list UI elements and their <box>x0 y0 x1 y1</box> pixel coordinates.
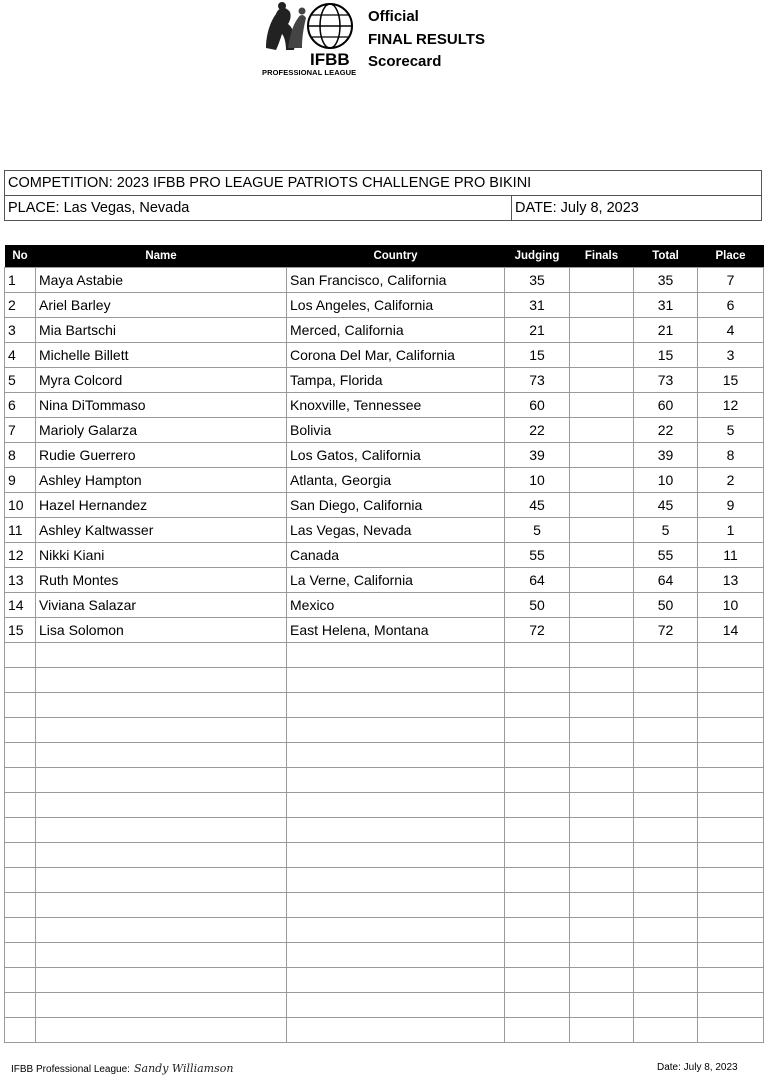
empty-cell <box>634 768 698 793</box>
empty-table-row <box>5 868 764 893</box>
cell-country: Bolivia <box>287 418 505 443</box>
cell-finals <box>570 293 634 318</box>
cell-no: 4 <box>5 343 36 368</box>
cell-judging: 10 <box>505 468 570 493</box>
empty-cell <box>36 993 287 1018</box>
empty-cell <box>634 693 698 718</box>
empty-cell <box>634 943 698 968</box>
cell-judging: 22 <box>505 418 570 443</box>
cell-total: 60 <box>634 393 698 418</box>
empty-table-row <box>5 893 764 918</box>
title-line-official: Official <box>368 8 419 25</box>
cell-name: Michelle Billett <box>36 343 287 368</box>
cell-name: Myra Colcord <box>36 368 287 393</box>
cell-total: 22 <box>634 418 698 443</box>
cell-judging: 39 <box>505 443 570 468</box>
empty-cell <box>5 818 36 843</box>
empty-cell <box>570 918 634 943</box>
empty-cell <box>570 1018 634 1043</box>
cell-country: Knoxville, Tennessee <box>287 393 505 418</box>
cell-place: 2 <box>698 468 764 493</box>
empty-cell <box>634 743 698 768</box>
cell-total: 35 <box>634 268 698 293</box>
cell-no: 6 <box>5 393 36 418</box>
cell-name: Rudie Guerrero <box>36 443 287 468</box>
header-no: No <box>5 245 36 268</box>
empty-table-row <box>5 993 764 1018</box>
empty-cell <box>287 768 505 793</box>
cell-name: Ariel Barley <box>36 293 287 318</box>
empty-cell <box>5 993 36 1018</box>
empty-cell <box>505 843 570 868</box>
empty-cell <box>36 943 287 968</box>
cell-judging: 50 <box>505 593 570 618</box>
empty-table-row <box>5 843 764 868</box>
empty-cell <box>5 943 36 968</box>
table-row <box>5 568 764 593</box>
empty-cell <box>5 718 36 743</box>
empty-cell <box>505 943 570 968</box>
cell-name: Ruth Montes <box>36 568 287 593</box>
empty-table-row <box>5 793 764 818</box>
header-judging: Judging <box>505 245 570 268</box>
cell-judging: 5 <box>505 518 570 543</box>
cell-no: 9 <box>5 468 36 493</box>
cell-finals <box>570 318 634 343</box>
cell-place: 1 <box>698 518 764 543</box>
cell-country: Mexico <box>287 593 505 618</box>
empty-cell <box>634 1018 698 1043</box>
cell-finals <box>570 618 634 643</box>
empty-cell <box>505 668 570 693</box>
cell-place: 6 <box>698 293 764 318</box>
cell-no: 3 <box>5 318 36 343</box>
empty-cell <box>287 868 505 893</box>
cell-place: 10 <box>698 593 764 618</box>
cell-judging: 64 <box>505 568 570 593</box>
footer-label: IFBB Professional League: <box>11 1064 130 1075</box>
empty-cell <box>570 993 634 1018</box>
cell-total: 73 <box>634 368 698 393</box>
cell-no: 15 <box>5 618 36 643</box>
empty-cell <box>287 718 505 743</box>
empty-cell <box>698 818 764 843</box>
header-total: Total <box>634 245 698 268</box>
cell-judging: 73 <box>505 368 570 393</box>
empty-cell <box>287 893 505 918</box>
empty-cell <box>287 968 505 993</box>
table-row <box>5 593 764 618</box>
empty-cell <box>287 693 505 718</box>
empty-cell <box>5 968 36 993</box>
cell-no: 14 <box>5 593 36 618</box>
empty-cell <box>698 743 764 768</box>
cell-total: 72 <box>634 618 698 643</box>
cell-no: 7 <box>5 418 36 443</box>
empty-cell <box>505 643 570 668</box>
empty-cell <box>36 668 287 693</box>
empty-cell <box>36 693 287 718</box>
table-row <box>5 418 764 443</box>
table-row <box>5 318 764 343</box>
empty-cell <box>698 643 764 668</box>
cell-judging: 55 <box>505 543 570 568</box>
empty-cell <box>5 843 36 868</box>
empty-cell <box>698 843 764 868</box>
empty-cell <box>287 818 505 843</box>
empty-cell <box>287 943 505 968</box>
cell-no: 8 <box>5 443 36 468</box>
cell-name: Mia Bartschi <box>36 318 287 343</box>
cell-place: 13 <box>698 568 764 593</box>
empty-cell <box>36 968 287 993</box>
empty-cell <box>505 993 570 1018</box>
empty-table-row <box>5 968 764 993</box>
cell-finals <box>570 568 634 593</box>
cell-total: 39 <box>634 443 698 468</box>
empty-table-row <box>5 943 764 968</box>
empty-cell <box>698 968 764 993</box>
empty-cell <box>698 668 764 693</box>
cell-finals <box>570 493 634 518</box>
competition-date: DATE: July 8, 2023 <box>515 200 639 216</box>
empty-cell <box>570 743 634 768</box>
empty-cell <box>5 893 36 918</box>
cell-finals <box>570 268 634 293</box>
empty-cell <box>287 918 505 943</box>
cell-place: 14 <box>698 618 764 643</box>
empty-cell <box>36 1018 287 1043</box>
empty-cell <box>36 743 287 768</box>
empty-cell <box>698 718 764 743</box>
empty-cell <box>5 793 36 818</box>
cell-judging: 21 <box>505 318 570 343</box>
cell-place: 11 <box>698 543 764 568</box>
empty-cell <box>287 1018 505 1043</box>
header-place: Place <box>698 245 764 268</box>
table-row <box>5 443 764 468</box>
empty-cell <box>698 1018 764 1043</box>
empty-table-row <box>5 768 764 793</box>
cell-name: Viviana Salazar <box>36 593 287 618</box>
cell-country: Las Vegas, Nevada <box>287 518 505 543</box>
cell-name: Lisa Solomon <box>36 618 287 643</box>
cell-finals <box>570 343 634 368</box>
results-body <box>5 268 764 1043</box>
cell-finals <box>570 418 634 443</box>
empty-cell <box>36 768 287 793</box>
empty-cell <box>36 643 287 668</box>
table-row <box>5 293 764 318</box>
cell-finals <box>570 543 634 568</box>
cell-country: Los Angeles, California <box>287 293 505 318</box>
empty-cell <box>698 768 764 793</box>
cell-country: Tampa, Florida <box>287 368 505 393</box>
cell-place: 15 <box>698 368 764 393</box>
cell-finals <box>570 518 634 543</box>
empty-cell <box>287 643 505 668</box>
cell-total: 21 <box>634 318 698 343</box>
empty-cell <box>634 843 698 868</box>
empty-cell <box>5 743 36 768</box>
empty-table-row <box>5 643 764 668</box>
empty-cell <box>36 818 287 843</box>
empty-cell <box>698 793 764 818</box>
empty-cell <box>5 868 36 893</box>
empty-table-row <box>5 743 764 768</box>
cell-country: East Helena, Montana <box>287 618 505 643</box>
cell-total: 64 <box>634 568 698 593</box>
cell-country: Corona Del Mar, California <box>287 343 505 368</box>
empty-cell <box>287 843 505 868</box>
empty-cell <box>698 893 764 918</box>
empty-cell <box>634 918 698 943</box>
cell-judging: 35 <box>505 268 570 293</box>
empty-cell <box>5 768 36 793</box>
empty-cell <box>570 968 634 993</box>
empty-cell <box>505 818 570 843</box>
empty-cell <box>505 768 570 793</box>
signature: Sandy Williamson <box>133 1062 234 1075</box>
empty-cell <box>505 743 570 768</box>
cell-name: Nina DiTommaso <box>36 393 287 418</box>
empty-cell <box>5 1018 36 1043</box>
empty-cell <box>5 668 36 693</box>
empty-table-row <box>5 693 764 718</box>
cell-total: 5 <box>634 518 698 543</box>
empty-cell <box>287 993 505 1018</box>
empty-cell <box>698 993 764 1018</box>
title-line-final-results: FINAL RESULTS <box>368 30 485 48</box>
empty-cell <box>287 668 505 693</box>
cell-finals <box>570 393 634 418</box>
empty-cell <box>698 693 764 718</box>
cell-name: Ashley Hampton <box>36 468 287 493</box>
table-row <box>5 468 764 493</box>
empty-cell <box>570 868 634 893</box>
table-row <box>5 393 764 418</box>
cell-finals <box>570 443 634 468</box>
cell-total: 50 <box>634 593 698 618</box>
cell-place: 5 <box>698 418 764 443</box>
empty-cell <box>634 718 698 743</box>
cell-name: Nikki Kiani <box>36 543 287 568</box>
empty-cell <box>570 643 634 668</box>
competition-name: COMPETITION: 2023 IFBB PRO LEAGUE PATRIOTS CHALLENGE PRO BIKINI <box>8 175 532 191</box>
competition-place: PLACE: Las Vegas, Nevada <box>5 196 512 220</box>
cell-place: 8 <box>698 443 764 468</box>
empty-cell <box>505 718 570 743</box>
place-date-row <box>5 195 761 220</box>
empty-cell <box>570 668 634 693</box>
empty-cell <box>634 968 698 993</box>
empty-cell <box>505 893 570 918</box>
competition-row <box>5 171 761 195</box>
cell-no: 13 <box>5 568 36 593</box>
empty-cell <box>5 918 36 943</box>
table-row <box>5 618 764 643</box>
cell-judging: 31 <box>505 293 570 318</box>
cell-country: Atlanta, Georgia <box>287 468 505 493</box>
footer-date: Date: July 8, 2023 <box>657 1062 738 1073</box>
empty-table-row <box>5 718 764 743</box>
logo-text: IFBB <box>310 50 350 69</box>
cell-judging: 72 <box>505 618 570 643</box>
empty-cell <box>634 818 698 843</box>
cell-finals <box>570 368 634 393</box>
empty-cell <box>36 793 287 818</box>
cell-place: 4 <box>698 318 764 343</box>
empty-table-row <box>5 818 764 843</box>
table-row <box>5 368 764 393</box>
empty-cell <box>505 1018 570 1043</box>
empty-cell <box>698 868 764 893</box>
cell-judging: 45 <box>505 493 570 518</box>
empty-table-row <box>5 918 764 943</box>
table-row <box>5 543 764 568</box>
empty-cell <box>505 793 570 818</box>
header-finals: Finals <box>570 245 634 268</box>
cell-place: 12 <box>698 393 764 418</box>
empty-cell <box>634 868 698 893</box>
cell-no: 1 <box>5 268 36 293</box>
cell-place: 3 <box>698 343 764 368</box>
table-row <box>5 493 764 518</box>
empty-cell <box>36 843 287 868</box>
empty-table-row <box>5 668 764 693</box>
empty-cell <box>570 793 634 818</box>
cell-name: Marioly Galarza <box>36 418 287 443</box>
header-name: Name <box>36 245 287 268</box>
footer-signature-line <box>11 1062 233 1075</box>
cell-country: Los Gatos, California <box>287 443 505 468</box>
table-header-row <box>5 245 764 268</box>
cell-name: Ashley Kaltwasser <box>36 518 287 543</box>
table-row <box>5 343 764 368</box>
logo-subtext: PROFESSIONAL LEAGUE <box>262 68 357 77</box>
title-line-scorecard: Scorecard <box>368 53 442 70</box>
empty-cell <box>698 943 764 968</box>
cell-total: 31 <box>634 293 698 318</box>
empty-cell <box>505 693 570 718</box>
cell-judging: 15 <box>505 343 570 368</box>
cell-country: San Francisco, California <box>287 268 505 293</box>
empty-cell <box>36 868 287 893</box>
cell-no: 2 <box>5 293 36 318</box>
empty-cell <box>634 893 698 918</box>
empty-cell <box>570 718 634 743</box>
empty-cell <box>570 893 634 918</box>
results-table <box>4 245 764 1043</box>
header-country: Country <box>287 245 505 268</box>
table-row <box>5 518 764 543</box>
empty-cell <box>634 643 698 668</box>
empty-table-row <box>5 1018 764 1043</box>
empty-cell <box>5 693 36 718</box>
cell-place: 9 <box>698 493 764 518</box>
empty-cell <box>570 843 634 868</box>
cell-finals <box>570 468 634 493</box>
table-row <box>5 268 764 293</box>
empty-cell <box>570 943 634 968</box>
cell-total: 45 <box>634 493 698 518</box>
empty-cell <box>36 718 287 743</box>
cell-no: 12 <box>5 543 36 568</box>
empty-cell <box>5 643 36 668</box>
cell-name: Hazel Hernandez <box>36 493 287 518</box>
cell-total: 55 <box>634 543 698 568</box>
empty-cell <box>634 668 698 693</box>
empty-cell <box>287 793 505 818</box>
cell-place: 7 <box>698 268 764 293</box>
cell-finals <box>570 593 634 618</box>
empty-cell <box>570 818 634 843</box>
scorecard-title <box>368 6 485 74</box>
cell-country: Canada <box>287 543 505 568</box>
empty-cell <box>36 918 287 943</box>
competition-info <box>4 170 762 221</box>
empty-cell <box>287 743 505 768</box>
cell-name: Maya Astabie <box>36 268 287 293</box>
empty-cell <box>698 918 764 943</box>
cell-no: 11 <box>5 518 36 543</box>
empty-cell <box>505 968 570 993</box>
empty-cell <box>570 768 634 793</box>
empty-cell <box>505 918 570 943</box>
empty-cell <box>36 893 287 918</box>
cell-no: 5 <box>5 368 36 393</box>
empty-cell <box>634 793 698 818</box>
cell-total: 10 <box>634 468 698 493</box>
cell-country: Merced, California <box>287 318 505 343</box>
cell-judging: 60 <box>505 393 570 418</box>
empty-cell <box>634 993 698 1018</box>
cell-total: 15 <box>634 343 698 368</box>
cell-country: La Verne, California <box>287 568 505 593</box>
cell-no: 10 <box>5 493 36 518</box>
empty-cell <box>570 693 634 718</box>
cell-country: San Diego, California <box>287 493 505 518</box>
empty-cell <box>505 868 570 893</box>
